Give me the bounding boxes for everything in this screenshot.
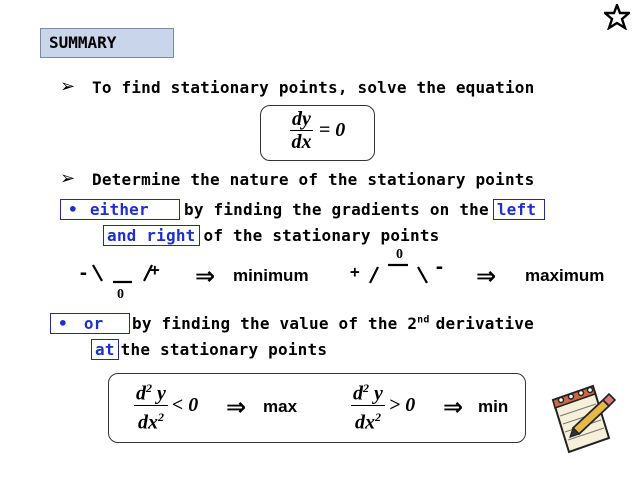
max-zero-label: 0 xyxy=(396,247,403,262)
min-condition-denominator: $dx^2$ xyxy=(354,409,381,434)
point2-text: Determine the nature of the stationary points xyxy=(92,170,535,189)
or-text1: by finding the value of the 2 xyxy=(132,314,418,333)
or-line-2 xyxy=(91,340,327,359)
either-line-2 xyxy=(103,226,440,245)
at-keyword: at xyxy=(91,339,119,360)
minimum-label: minimum xyxy=(233,266,309,285)
and-right-keyword: and right xyxy=(103,225,200,246)
either-bullet: • xyxy=(68,200,78,219)
equation1-denominator: dx xyxy=(291,131,312,153)
or-text3: the stationary points xyxy=(120,340,328,359)
min-implies-arrow: ⇒ xyxy=(195,263,216,290)
or-text2: derivative xyxy=(435,314,534,333)
min-condition-rhs: > 0 xyxy=(388,393,416,416)
max-implies-arrow-2: ⇒ xyxy=(226,394,247,421)
equation1-numerator: dy xyxy=(292,108,311,130)
max-implies-arrow: ⇒ xyxy=(476,263,497,290)
minimum-gradient-sketch xyxy=(90,262,156,286)
summary-label: SUMMARY xyxy=(40,28,174,58)
left-keyword: left xyxy=(493,199,545,220)
maximum-gradient-sketch xyxy=(366,262,432,286)
max-pos-sign: + xyxy=(350,262,360,281)
min-result-label: min xyxy=(478,397,509,416)
either-keyword: • either xyxy=(60,199,180,220)
notepad-pencil-icon xyxy=(543,378,623,456)
max-condition xyxy=(134,377,198,433)
arrow-bullet-icon-2: ➢ xyxy=(60,168,76,189)
max-result-label: max xyxy=(263,397,298,416)
either-text1: by finding the gradients on the xyxy=(184,200,489,219)
min-pos-sign: + xyxy=(150,260,160,279)
star-icon xyxy=(604,4,630,30)
either-line xyxy=(60,199,545,220)
min-condition xyxy=(351,377,415,433)
equation1 xyxy=(290,108,345,153)
arrow-bullet-icon: ➢ xyxy=(60,76,76,97)
or-sup: nd xyxy=(417,314,430,326)
equation1-rhs: = 0 xyxy=(318,119,346,141)
either-text2: of the stationary points xyxy=(203,226,440,245)
min-zero-label: 0 xyxy=(117,287,124,302)
min-condition-numerator: $d^2$ y xyxy=(353,381,383,405)
maximum-label: maximum xyxy=(525,266,605,285)
max-neg-sign: - xyxy=(434,257,446,278)
point1-text: To find stationary points, solve the equation xyxy=(92,78,535,97)
min-implies-arrow-2: ⇒ xyxy=(443,394,464,421)
min-neg-sign: - xyxy=(78,263,90,284)
or-keyword: • or xyxy=(50,313,130,334)
or-line xyxy=(50,313,534,334)
max-condition-denominator: $dx^2$ xyxy=(137,409,164,434)
max-condition-numerator: $d^2$ y xyxy=(136,381,166,405)
max-condition-rhs: < 0 xyxy=(171,393,199,416)
or-bullet: • xyxy=(58,314,68,333)
